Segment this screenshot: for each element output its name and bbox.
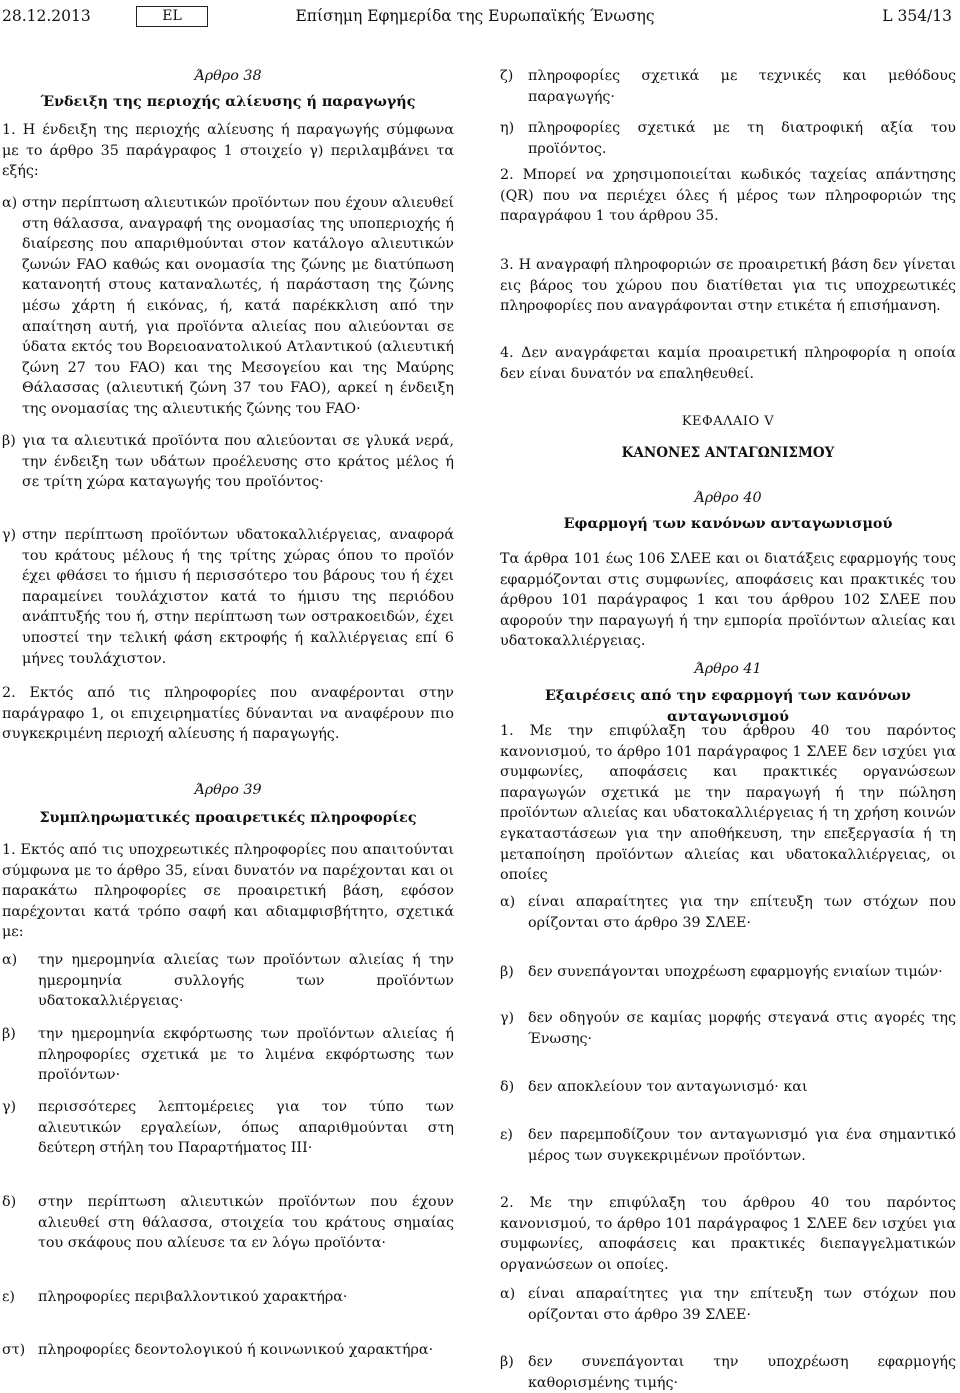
article-39-item-f — [2, 1340, 454, 1361]
item-label: γ) — [500, 1010, 515, 1026]
chapter-heading: ΚΑΝΟΝΕΣ ΑΝΤΑΓΩΝΙΣΜΟΥ — [621, 445, 835, 461]
item-label: στ) — [2, 1342, 26, 1358]
article-39-paragraph-2: 2. Μπορεί να χρησιμοποιείται κωδικός ταχείας απάντησης (QR) που να περιέχει όλες ή μέρος των πληροφοριών της παραγράφου 1 του άρθρου 35. — [500, 167, 956, 225]
article-38-item-a — [2, 193, 454, 420]
article-38-item-b — [2, 431, 454, 493]
item-text: πληροφορίες σχετικά με τη διατροφική αξία του προϊόντος. — [528, 120, 956, 157]
article-38-heading: Ένδειξη της περιοχής αλίευσης ή παραγωγής — [40, 94, 416, 110]
article-39-title: Άρθρο 39 — [194, 782, 262, 798]
item-label: β) — [500, 1354, 514, 1370]
item-label: ζ) — [500, 68, 514, 84]
article-38-paragraph-2: 2. Εκτός από τις πληροφορίες που αναφέρονται στην παράγραφο 1, οι επιχειρηματίες δύνανται να αναφέρουν πιο συγκεκριμένη περιοχή αλίευσης ή παραγωγής. — [2, 685, 454, 743]
item-label: β) — [500, 964, 514, 980]
article-39-item-a — [2, 950, 454, 1012]
article-40-heading: Εφαρμογή των κανόνων ανταγωνισμού — [563, 516, 893, 532]
article-41-2-item-a — [500, 1284, 956, 1325]
article-41-title: Άρθρο 41 — [694, 661, 762, 677]
article-41-1-item-a — [500, 892, 956, 933]
article-41-1-item-b — [500, 962, 956, 983]
item-label: α) — [2, 952, 18, 968]
article-38-paragraph-1: 1. Η ένδειξη της περιοχής αλίευσης ή παραγωγής σύμφωνα με το άρθρο 35 παράγραφος 1 στοιχείο γ) περιλαμβάνει τα εξής: — [2, 122, 454, 180]
item-text: πληροφορίες δεοντολογικού ή κοινωνικού χαρακτήρα· — [38, 1342, 434, 1358]
article-39-paragraph-3: 3. Η αναγραφή πληροφοριών σε προαιρετική βάση δεν γίνεται εις βάρος του χώρου που διατίθεται για τις υποχρεωτικές πληροφορίες που αναγράφονται στην ετικέτα ή επισήμανση. — [500, 257, 956, 315]
item-label: ε) — [500, 1127, 513, 1143]
item-label: η) — [500, 120, 515, 136]
item-label: β) — [2, 433, 16, 449]
item-text: δεν συνεπάγονται την υποχρέωση εφαρμογής καθορισμένης τιμής· — [528, 1354, 956, 1391]
article-41-paragraph-2: 2. Με την επιφύλαξη του άρθρου 40 του παρόντος κανονισμού, το άρθρο 101 παράγραφος 1 ΣΛΕΕ δεν ισχύει για συμφωνίες, αποφάσεις και πρακτικές διεπαγγελματικών οργανώσεων οι οποίες. — [500, 1195, 956, 1273]
article-39-item-b — [2, 1024, 454, 1086]
item-label: γ) — [2, 1099, 17, 1115]
item-text: δεν συνεπάγονται υποχρέωση εφαρμογής ενιαίων τιμών· — [528, 964, 943, 980]
item-text: πληροφορίες περιβαλλοντικού χαρακτήρα· — [38, 1289, 348, 1305]
page-number: L 354/13 — [882, 7, 952, 25]
article-39-item-e — [2, 1287, 454, 1308]
article-39-item-z — [500, 66, 956, 107]
item-text: είναι απαραίτητες για την επίτευξη των στόχων που ορίζονται στο άρθρο 39 ΣΛΕΕ· — [528, 1286, 956, 1323]
item-text: την ημερομηνία αλιείας των προϊόντων αλιείας ή την ημερομηνία συλλογής των προϊόντων υδατοκαλλιέργειας· — [38, 952, 454, 1010]
language-code-box: EL — [136, 6, 208, 27]
item-text: πληροφορίες σχετικά με τεχνικές και μεθόδους παραγωγής· — [528, 68, 956, 105]
journal-title: Επίσημη Εφημερίδα της Ευρωπαϊκής Ένωσης — [295, 7, 655, 25]
article-39-paragraph-4: 4. Δεν αναγράφεται καμία προαιρετική πληροφορία η οποία δεν είναι δυνατόν να επαληθευθεί. — [500, 345, 956, 382]
item-text: στην περίπτωση προϊόντων υδατοκαλλιέργειας, αναφορά του κράτους μέλους ή της τρίτης χώρας όπου το προϊόν έχει φθάσει το ήμισυ ή περισσότερο του βάρους του ή έχει παραμείνει τουλάχιστον κατά το ήμισυ της περιόδου ανάπτυξής του ή, στην περίπτωση των οστρακοειδών, έχει υποστεί την τελική φάση εκτροφής ή καλλιέργειας επί 6 μήνες τουλάχιστον. — [22, 527, 454, 667]
item-text: στην περίπτωση αλιευτικών προϊόντων που έχουν αλιευθεί στη θάλασσα, αναγραφή της ονομασίας της υποπεριοχής ή διαίρεσης που απαριθμούνται στον κατάλογο αλιευτικών ζωνών FAO καθώς και ονομασία της ζώνης με διατύπωση κατανοητή στους καταναλωτές, ή παράσταση της ζώνης μέσω χάρτη ή εικόνας, ή, κατά παρέκκλιση από την απαίτηση αυτή, για προϊόντα αλιείας που αλιεύονται σε ύδατα εκτός του Βορειοανατολικού Ατλαντικού (αλιευτική ζώνη 27 του FAO) και της Μεσογείου και της Μαύρης Θάλασσας (αλιευτική ζώνη 37 του FAO), αρκεί η ένδειξη της ονομασίας της αλιευτικής ζώνης του FAO· — [22, 195, 454, 417]
article-39-item-d — [2, 1192, 454, 1254]
item-text: στην περίπτωση αλιευτικών προϊόντων που έχουν αλιευθεί στη θάλασσα, στοιχεία του κράτους σημαίας του σκάφους που αλίευσε τα εν λόγω προϊόντα· — [38, 1194, 454, 1252]
item-label: α) — [500, 894, 516, 910]
article-39-item-c — [2, 1097, 454, 1159]
item-text: δεν παρεμποδίζουν τον ανταγωνισμό για ένα σημαντικό μέρος των συγκεκριμένων προϊόντων. — [528, 1127, 956, 1164]
chapter-number: ΚΕΦΑΛΑΙΟ V — [681, 414, 775, 429]
article-38-item-c — [2, 525, 454, 669]
item-text: περισσότερες λεπτομέρειες για τον τύπο των αλιευτικών εργαλείων, όπως απαριθμούνται στη δεύτερη στήλη του Παραρτήματος III· — [38, 1099, 454, 1157]
item-label: δ) — [2, 1194, 17, 1210]
item-label: α) — [2, 195, 18, 211]
article-41-1-item-d — [500, 1077, 956, 1098]
item-text: την ημερομηνία εκφόρτωσης των προϊόντων αλιείας ή πληροφορίες σχετικά με το λιμένα εκφόρτωσης των προϊόντων· — [38, 1026, 454, 1084]
page-header — [0, 6, 960, 32]
article-41-1-item-e — [500, 1125, 956, 1166]
article-39-heading: Συμπληρωματικές προαιρετικές πληροφορίες — [39, 810, 417, 826]
article-41-2-item-b — [500, 1352, 956, 1393]
article-41-1-item-c — [500, 1008, 956, 1049]
article-40-title: Άρθρο 40 — [694, 490, 762, 506]
article-39-paragraph-1: 1. Εκτός από τις υποχρεωτικές πληροφορίες που απαιτούνται σύμφωνα με το άρθρο 35, είναι δυνατόν να παρέχονται και οι παρακάτω πληροφορίες σε προαιρετική βάση, εφόσον παρέχονται κατά τρόπο σαφή και αδιαμφισβήτητο, σχετικά με: — [2, 842, 454, 941]
article-39-item-h — [500, 118, 956, 159]
article-38-title: Άρθρο 38 — [194, 68, 262, 84]
publication-date: 28.12.2013 — [2, 7, 91, 25]
item-text: δεν οδηγούν σε καμίας μορφής στεγανά στις αγορές της Ένωσης· — [528, 1010, 956, 1047]
item-text: δεν αποκλείουν τον ανταγωνισμό· και — [528, 1079, 808, 1095]
item-label: ε) — [2, 1289, 15, 1305]
item-text: για τα αλιευτικά προϊόντα που αλιεύονται σε γλυκά νερά, την ένδειξη των υδάτων προέλευσης στο κράτος μέλος ή σε τρίτη χώρα καταγωγής του προϊόντος· — [22, 433, 454, 491]
item-label: α) — [500, 1286, 516, 1302]
item-label: γ) — [2, 527, 17, 543]
article-41-heading: Εξαιρέσεις από την εφαρμογή των κανόνων ανταγωνισμού — [545, 688, 911, 725]
item-label: δ) — [500, 1079, 515, 1095]
article-40-text: Τα άρθρα 101 έως 106 ΣΛΕΕ και οι διατάξεις εφαρμογής τους εφαρμόζονται στις συμφωνίες, αποφάσεις και πρακτικές του άρθρου 101 παράγραφος 1 και του άρθρου 102 ΣΛΕΕ που αφορούν την παραγωγή ή την εμπορία προϊόντων αλιείας και υδατοκαλλιέργειας. — [500, 551, 956, 650]
article-41-paragraph-1: 1. Με την επιφύλαξη του άρθρου 40 του παρόντος κανονισμού, το άρθρο 101 παράγραφος 1 ΣΛΕΕ δεν ισχύει για συμφωνίες, αποφάσεις και πρακτικές οργανώσεων παραγωγών σχετικά με την παραγωγή ή την πώληση προϊόντων αλιείας και υδατοκαλλιέργειας ή τη χρήση κοινών εγκαταστάσεων για την αποθήκευση, την επεξεργασία ή τη μεταποίηση προϊόντων αλιείας και υδατοκαλλιέργειας, οι οποίες — [500, 723, 956, 884]
item-text: είναι απαραίτητες για την επίτευξη των στόχων που ορίζονται στο άρθρο 39 ΣΛΕΕ· — [528, 894, 956, 931]
item-label: β) — [2, 1026, 16, 1042]
